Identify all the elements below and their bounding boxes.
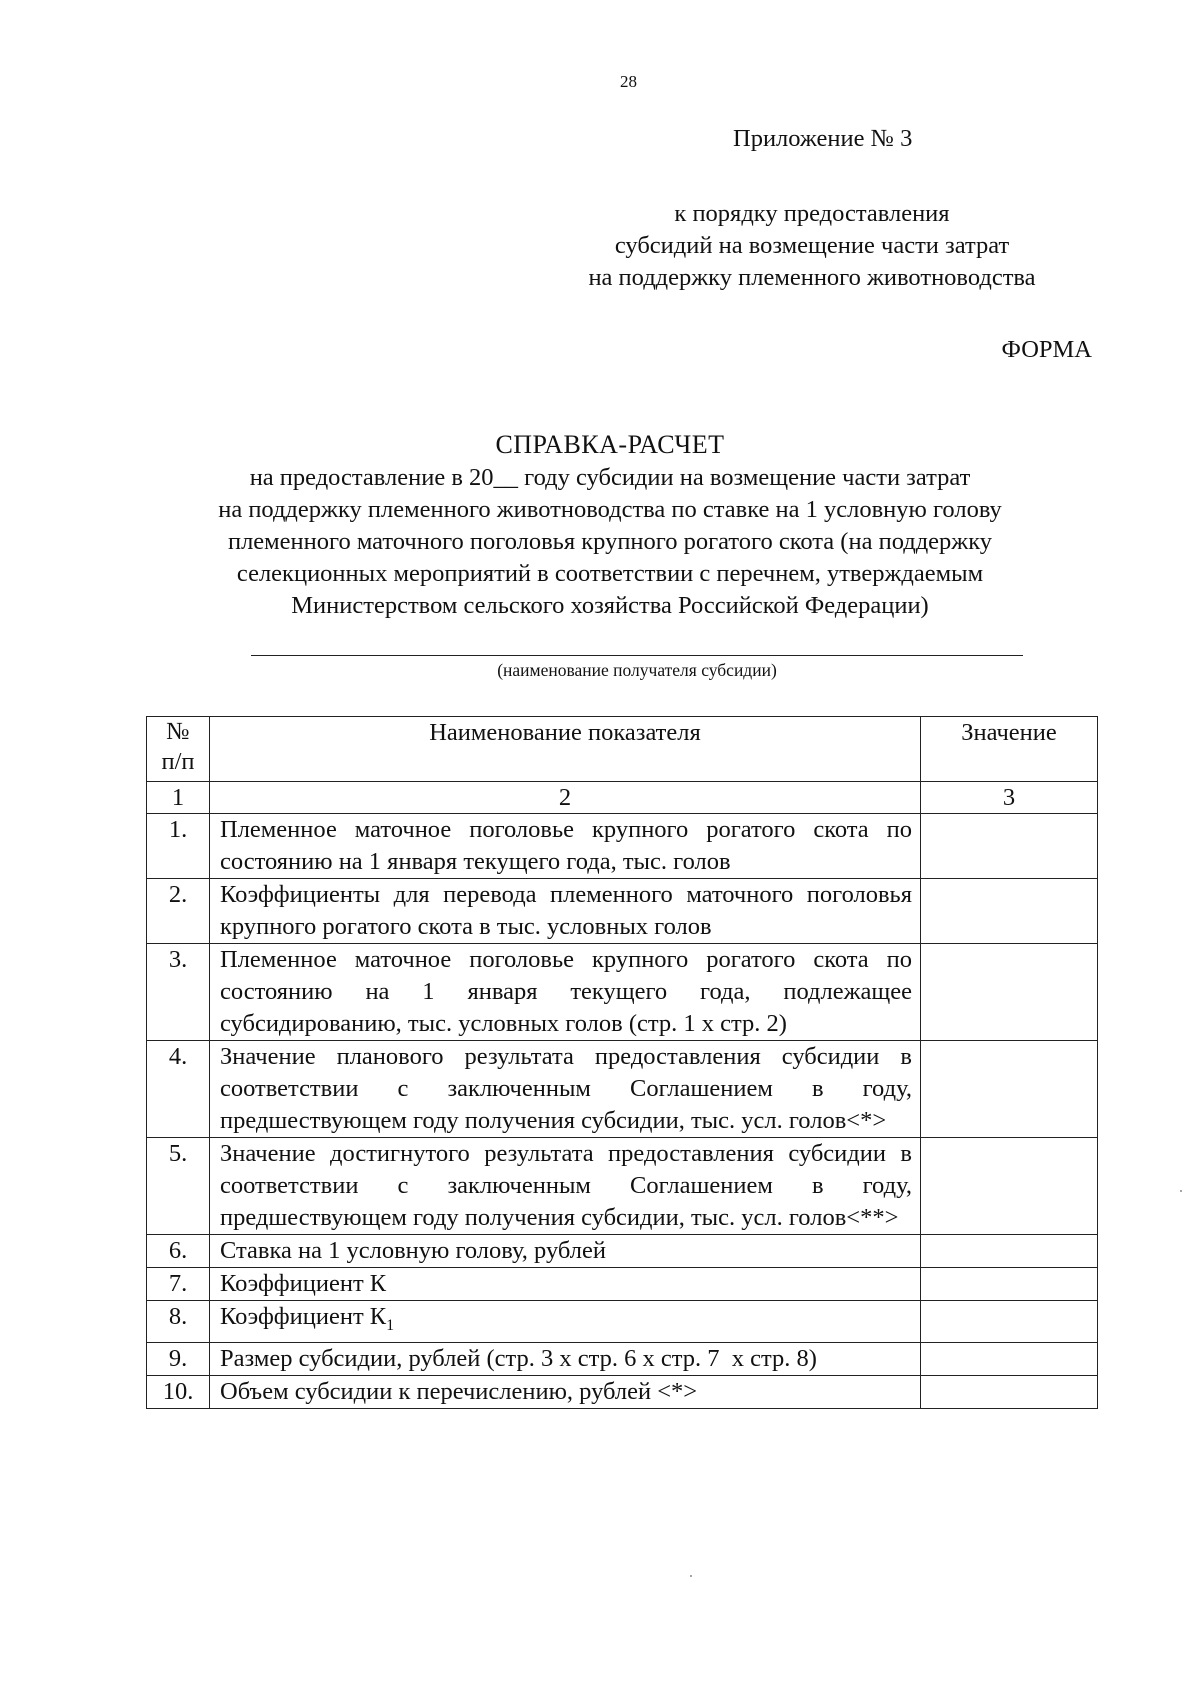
row-number: 4.: [147, 1041, 210, 1138]
subtitle-line: племенного маточного поголовья крупного рогатого скота (на поддержку: [227, 528, 993, 555]
page-number: 28: [620, 72, 637, 91]
calculation-table: [146, 716, 1098, 1409]
recipient-caption: (наименование получателя субсидии): [497, 660, 777, 680]
row-value: [921, 814, 1098, 879]
row-name-subscript: 1: [386, 1316, 395, 1334]
row-number: 8.: [147, 1301, 210, 1343]
row-value: [921, 1375, 1098, 1408]
subtitle-line: на поддержку племенного животноводства по ставке на 1 условную голову: [218, 496, 1002, 523]
table-row: [147, 879, 1098, 944]
index-cell: 1: [147, 782, 210, 814]
row-name: Коэффициенты для перевода племенного маточного поголовья крупного рогатого скота в тыс. условных голов: [220, 881, 912, 940]
document-subtitle: [140, 462, 1080, 622]
row-value: [921, 1041, 1098, 1138]
recipient-blank-line: [251, 655, 1023, 656]
appendix-subtitle: [532, 198, 1092, 294]
row-value: [921, 1342, 1098, 1375]
subtitle-line: Министерством сельского хозяйства Российской Федерации): [291, 592, 929, 619]
row-name: Племенное маточное поголовье крупного рогатого скота по состоянию на 1 января текущего года, подлежащее субсидированию, тыс. условных голов (стр. 1 х стр. 2): [220, 946, 912, 1037]
row-number: 5.: [147, 1138, 210, 1235]
row-name-cell: [210, 814, 921, 879]
appendix-line: к порядку предоставления: [674, 200, 950, 227]
row-name-cell: [210, 1375, 921, 1408]
index-cell: 3: [921, 782, 1098, 814]
row-name: Объем субсидии к перечислению, рублей <*>: [220, 1377, 698, 1405]
row-name: Значение планового результата предоставления субсидии в соответствии с заключенным Соглашением в году, предшествующем году получения субсидии, тыс. усл. голов<*>: [220, 1043, 912, 1134]
row-name-cell: [210, 1041, 921, 1138]
table-row: [147, 944, 1098, 1041]
row-name-cell: [210, 1268, 921, 1301]
row-number: 2.: [147, 879, 210, 944]
scan-speck: [1180, 1190, 1182, 1192]
table-row: [147, 1268, 1098, 1301]
row-name-cell: [210, 944, 921, 1041]
row-name: Племенное маточное поголовье крупного рогатого скота по состоянию на 1 января текущего года, тыс. голов: [220, 816, 912, 875]
header-num-line2: п/п: [161, 748, 195, 775]
row-name-cell: [210, 879, 921, 944]
table-row: [147, 814, 1098, 879]
form-label: ФОРМА: [1001, 336, 1092, 363]
table-row: [147, 1375, 1098, 1408]
row-number: 9.: [147, 1342, 210, 1375]
row-number: 7.: [147, 1268, 210, 1301]
row-value: [921, 1235, 1098, 1268]
row-name: Ставка на 1 условную голову, рублей: [220, 1237, 606, 1264]
header-value: Значение: [921, 717, 1098, 782]
row-name-cell: [210, 1138, 921, 1235]
row-name-cell: [210, 1342, 921, 1375]
document-title: СПРАВКА-РАСЧЕТ: [495, 430, 725, 459]
row-number: 3.: [147, 944, 210, 1041]
row-value: [921, 1138, 1098, 1235]
document-heading: [140, 428, 1080, 622]
subtitle-line: селекционных мероприятий в соответствии с перечнем, утверждаемым: [236, 560, 984, 587]
table-row: [147, 1138, 1098, 1235]
table-row: [147, 1342, 1098, 1375]
row-name: Значение достигнутого результата предоставления субсидии в соответствии с заключенным Соглашением в году, предшествующем году получения субсидии, тыс. усл. голов<**>: [220, 1140, 912, 1231]
row-value: [921, 1268, 1098, 1301]
header-num-line1: №: [166, 718, 190, 745]
table-row: [147, 1301, 1098, 1343]
row-name-wrap: [210, 1301, 920, 1342]
row-name: Коэффициент К: [220, 1303, 387, 1330]
subtitle-line: на предоставление в 20__ году субсидии на возмещение части затрат: [249, 464, 971, 491]
row-name: Коэффициент К: [220, 1270, 387, 1297]
row-number: 10.: [147, 1375, 210, 1408]
table-index-row: [147, 782, 1098, 814]
appendix-line: субсидий на возмещение части затрат: [614, 232, 1010, 259]
row-name: Размер субсидии, рублей (стр. 3 х стр. 6 х стр. 7 х стр. 8): [220, 1344, 817, 1372]
row-value: [921, 1301, 1098, 1343]
header-name: Наименование показателя: [210, 717, 921, 782]
row-name-cell: [210, 1235, 921, 1268]
row-number: 1.: [147, 814, 210, 879]
appendix-line: на поддержку племенного животноводства: [588, 264, 1036, 291]
row-value: [921, 944, 1098, 1041]
row-value: [921, 879, 1098, 944]
row-name-cell: [210, 1301, 921, 1343]
index-cell: 2: [210, 782, 921, 814]
table-row: [147, 1041, 1098, 1138]
scan-speck: [690, 1575, 692, 1577]
header-num: [147, 717, 210, 782]
table-row: [147, 1235, 1098, 1268]
appendix-title: Приложение № 3: [733, 125, 913, 152]
row-number: 6.: [147, 1235, 210, 1268]
table-header-row: [147, 717, 1098, 782]
